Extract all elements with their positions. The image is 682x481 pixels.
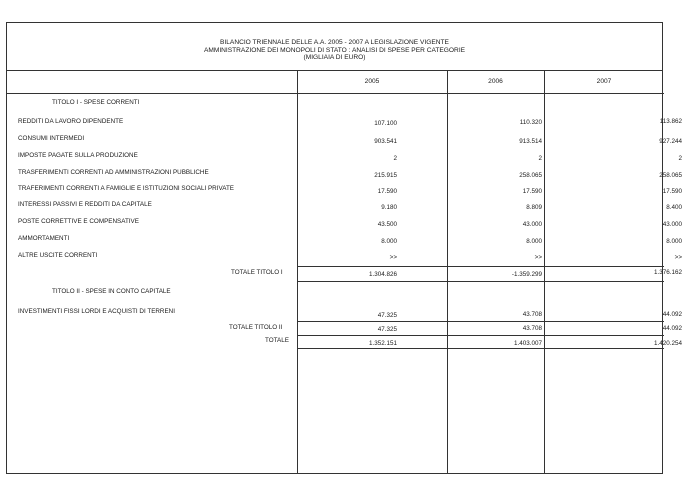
value-2005: 8.000 xyxy=(381,238,397,245)
row-label: POSTE CORRETTIVE E COMPENSATIVE xyxy=(18,218,139,225)
header-units: (MIGLIAIA DI EURO) xyxy=(303,54,366,62)
total-rule xyxy=(297,281,664,282)
total-2005: 1.304.826 xyxy=(368,271,397,278)
value-2005: 215.915 xyxy=(374,172,397,179)
table-row xyxy=(7,183,682,195)
header-title: BILANCIO TRIENNALE DELLE A.A. 2005 - 2007 A LEGISLAZIONE VIGENTE xyxy=(220,39,449,46)
row-label: CONSUMI INTERMEDI xyxy=(18,135,85,142)
report-header xyxy=(7,23,662,71)
value-2007: 8.400 xyxy=(666,204,682,211)
section-heading-titolo1 xyxy=(7,97,662,109)
total-row-titolo2 xyxy=(7,322,682,334)
total-2006: 43.708 xyxy=(522,325,542,332)
value-2006: 110.320 xyxy=(519,119,542,126)
value-2006: 43.708 xyxy=(522,311,542,318)
value-2005: 9.180 xyxy=(381,204,397,211)
section-heading-titolo2 xyxy=(7,286,662,298)
table-row xyxy=(7,233,682,245)
value-2005: 43.500 xyxy=(377,221,397,228)
table-row xyxy=(7,116,682,128)
value-2007: >> xyxy=(674,254,682,261)
total-2007: 1.376.162 xyxy=(653,269,682,276)
table-row xyxy=(7,167,682,179)
table-row xyxy=(7,250,682,262)
total-label: TOTALE TITOLO I xyxy=(231,269,283,276)
grand-total-2005: 1.352.151 xyxy=(368,340,397,347)
value-2005: 107.100 xyxy=(374,120,397,127)
row-label: IMPOSTE PAGATE SULLA PRODUZIONE xyxy=(18,152,138,159)
row-label: AMMORTAMENTI xyxy=(18,235,70,242)
table-row xyxy=(7,306,682,319)
total-2007: 44.092 xyxy=(662,325,682,332)
value-2006: >> xyxy=(534,254,542,261)
value-2005: 903.541 xyxy=(374,138,397,145)
grand-total-2006: 1.403.007 xyxy=(513,340,542,347)
row-label: INTERESSI PASSIVI E REDDITI DA CAPITALE xyxy=(18,201,152,208)
table-row xyxy=(7,216,682,228)
column-header-2005: 2005 xyxy=(297,71,447,94)
value-2007: 258.065 xyxy=(659,172,682,179)
row-label: REDDITI DA LAVORO DIPENDENTE xyxy=(18,118,124,125)
value-2006: 17.590 xyxy=(522,188,542,195)
value-2007: 927.244 xyxy=(659,138,682,145)
value-2006: 43.000 xyxy=(522,221,542,228)
table-row xyxy=(7,133,682,145)
value-2007: 8.000 xyxy=(666,238,682,245)
grand-total-label: TOTALE xyxy=(265,337,289,344)
total-label: TOTALE TITOLO II xyxy=(229,324,283,331)
row-label: ALTRE USCITE CORRENTI xyxy=(18,252,98,259)
total-2006: -1.359.299 xyxy=(511,271,542,278)
column-header-2006: 2006 xyxy=(447,71,544,94)
value-2007: 113.862 xyxy=(659,118,682,125)
value-2006: 8.000 xyxy=(526,238,542,245)
value-2005: >> xyxy=(389,254,397,261)
column-header-blank xyxy=(7,71,297,94)
total-row-titolo1 xyxy=(7,267,682,279)
value-2006: 913.514 xyxy=(519,138,542,145)
table-row xyxy=(7,199,682,211)
value-2007: 44.092 xyxy=(662,311,682,318)
value-2007: 43.000 xyxy=(662,221,682,228)
value-2005: 17.590 xyxy=(377,188,397,195)
value-2007: 17.590 xyxy=(662,188,682,195)
section-heading-label: TITOLO I - SPESE CORRENTI xyxy=(52,99,140,106)
header-subtitle: AMMINISTRAZIONE DEI MONOPOLI DI STATO : ANALISI DI SPESE PER CATEGORIE xyxy=(203,46,466,54)
total-rule xyxy=(297,348,664,349)
value-2006: 8.809 xyxy=(526,204,542,211)
column-header-2007: 2007 xyxy=(544,71,664,94)
row-label: TRAFERIMENTI CORRENTI A FAMIGLIE E ISTITUZIONI SOCIALI PRIVATE xyxy=(18,185,234,192)
value-2005: 2 xyxy=(393,155,397,162)
value-2005: 47.325 xyxy=(377,312,397,319)
row-label: INVESTIMENTI FISSI LORDI E ACQUISTI DI TERRENI xyxy=(18,308,175,315)
grand-total-row xyxy=(7,335,682,347)
table-row xyxy=(7,150,682,162)
grand-total-2007: 1.420.254 xyxy=(653,340,682,347)
document-frame xyxy=(6,22,682,474)
section-heading-label: TITOLO II - SPESE IN CONTO CAPITALE xyxy=(52,288,171,295)
value-2006: 258.065 xyxy=(519,172,542,179)
row-label: TRASFERIMENTI CORRENTI AD AMMINISTRAZIONI PUBBLICHE xyxy=(18,169,209,176)
total-2005: 47.325 xyxy=(377,326,397,333)
value-2006: 2 xyxy=(538,155,542,162)
value-2007: 2 xyxy=(678,155,682,162)
